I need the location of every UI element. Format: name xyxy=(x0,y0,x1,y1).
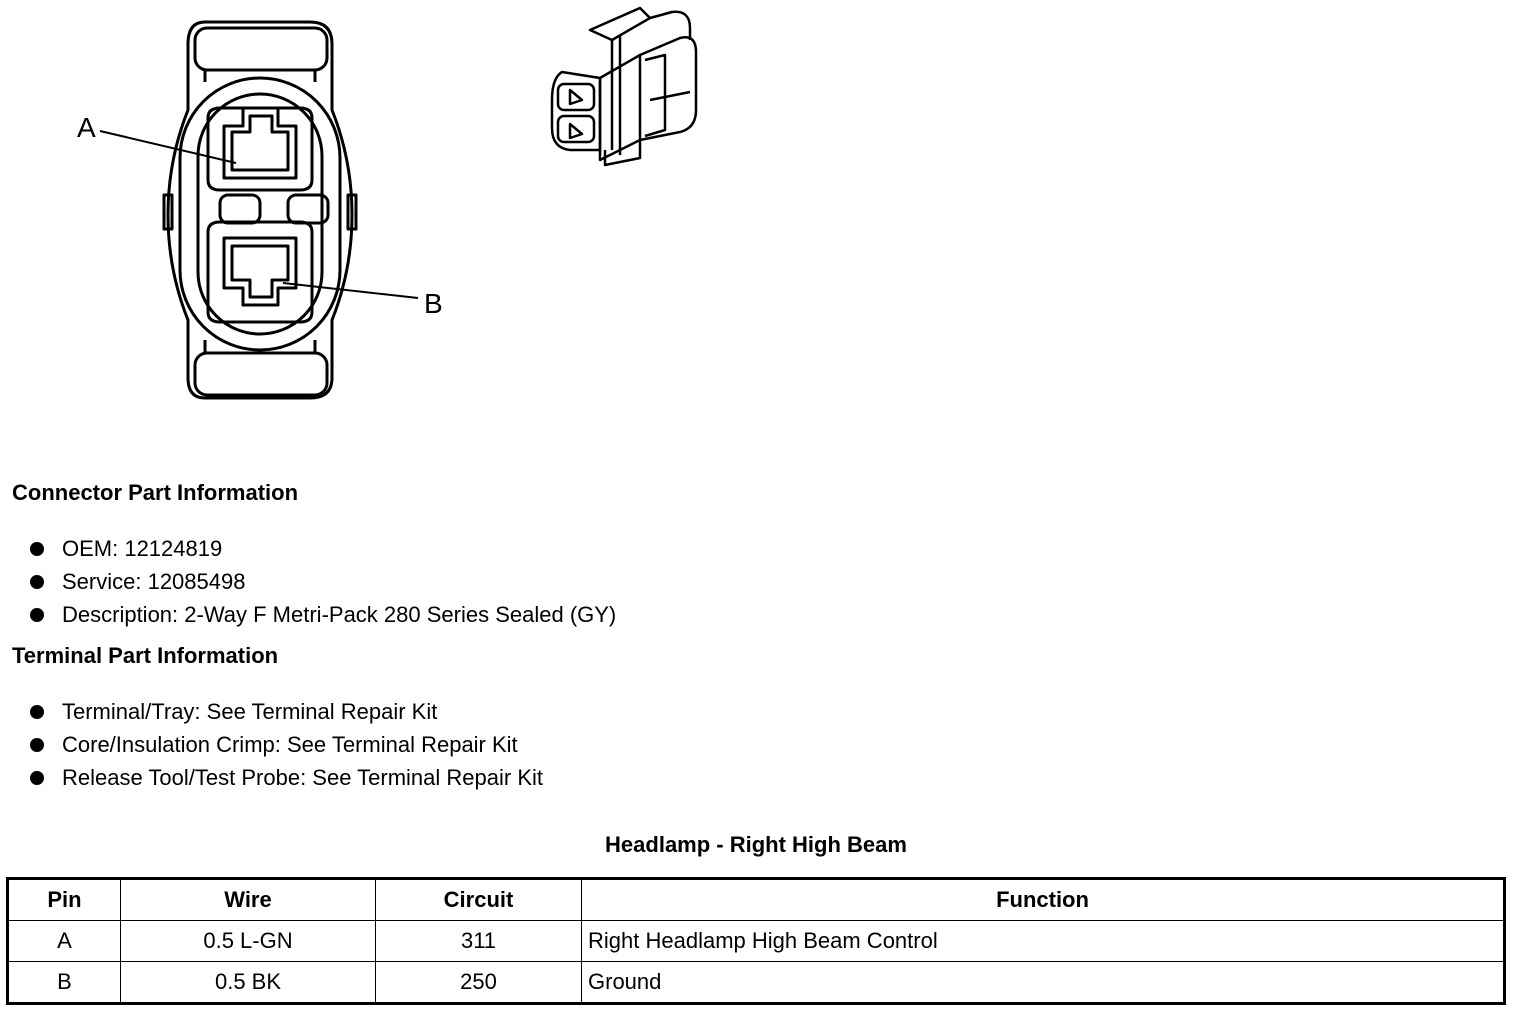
list-item: Terminal/Tray: See Terminal Repair Kit xyxy=(26,695,543,728)
list-item: Core/Insulation Crimp: See Terminal Repair Kit xyxy=(26,728,543,761)
column-header-circuit: Circuit xyxy=(376,879,582,921)
table-title: Headlamp - Right High Beam xyxy=(605,832,907,857)
terminal-part-info-heading: Terminal Part Information xyxy=(12,643,279,668)
table-row xyxy=(8,921,1505,962)
pinout-table xyxy=(6,877,1506,1005)
connector-part-info-list xyxy=(26,532,616,631)
column-header-pin: Pin xyxy=(8,879,121,921)
list-item: Service: 12085498 xyxy=(26,565,616,598)
callout-a-label: A xyxy=(77,112,96,143)
function-cell: Ground xyxy=(582,962,1505,1004)
bullet-icon xyxy=(30,575,44,589)
column-header-wire: Wire xyxy=(121,879,376,921)
connector-illustration xyxy=(0,0,1520,440)
list-item: Description: 2-Way F Metri-Pack 280 Series Sealed (GY) xyxy=(26,598,616,631)
wire-cell: 0.5 BK xyxy=(121,962,376,1004)
list-item: Release Tool/Test Probe: See Terminal Repair Kit xyxy=(26,761,543,794)
bullet-icon xyxy=(30,738,44,752)
column-header-function: Function xyxy=(582,879,1505,921)
connector-isometric-view xyxy=(552,8,696,165)
terminal-part-info-list xyxy=(26,695,543,794)
circuit-cell: 250 xyxy=(376,962,582,1004)
callout-b-label: B xyxy=(424,288,443,319)
wire-cell: 0.5 L-GN xyxy=(121,921,376,962)
bullet-icon xyxy=(30,771,44,785)
bullet-icon xyxy=(30,542,44,556)
bullet-icon xyxy=(30,705,44,719)
connector-face-view xyxy=(100,22,418,398)
connector-part-info-heading: Connector Part Information xyxy=(12,480,299,505)
bullet-icon xyxy=(30,608,44,622)
table-header-row xyxy=(8,879,1505,921)
pin-cell: B xyxy=(8,962,121,1004)
function-cell: Right Headlamp High Beam Control xyxy=(582,921,1505,962)
table-row xyxy=(8,962,1505,1004)
list-item: OEM: 12124819 xyxy=(26,532,616,565)
pin-cell: A xyxy=(8,921,121,962)
circuit-cell: 311 xyxy=(376,921,582,962)
